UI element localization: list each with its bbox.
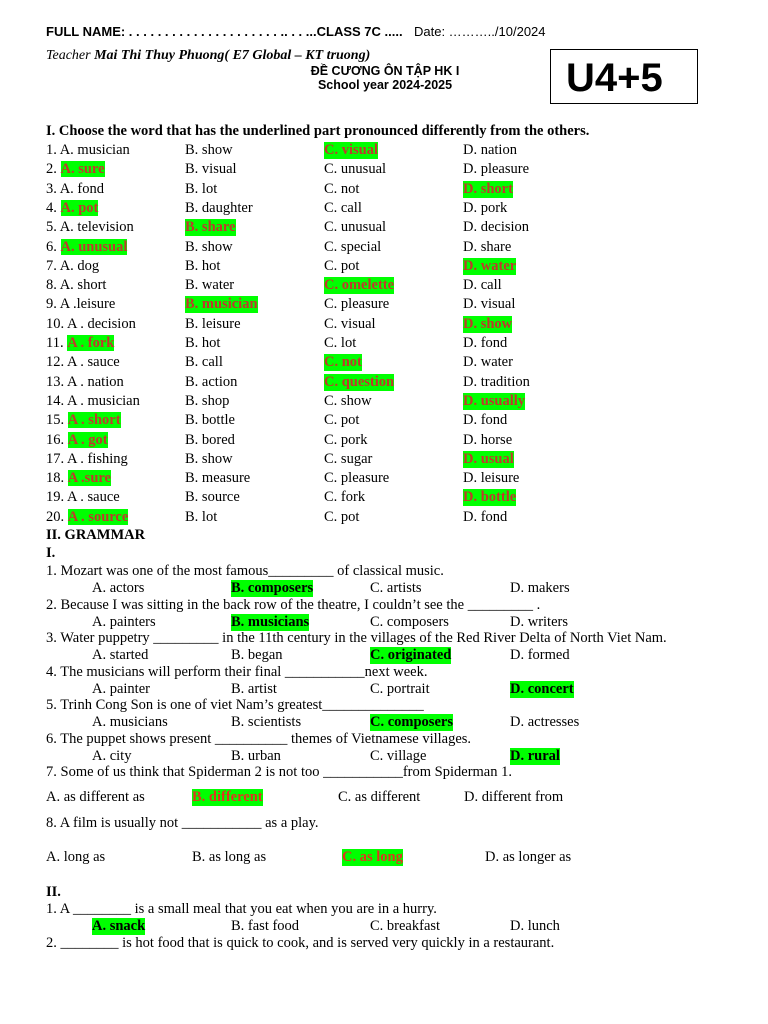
pron-q15-option-a bbox=[46, 412, 121, 429]
pron-q19-option-c: C. fork bbox=[324, 489, 366, 506]
pron-q14-option-d: D. usually bbox=[463, 392, 526, 409]
pron-q5-option-d: D. decision bbox=[463, 219, 530, 236]
pron-q4-answer: A. pot bbox=[60, 199, 99, 216]
name-class-text: FULL NAME: . . . . . . . . . . . . . . . . . . . . . .. . . ...CLASS 7C ..... bbox=[46, 24, 403, 39]
pron-q16-answer: A . got bbox=[67, 431, 108, 448]
pron-q20-option-b: B. lot bbox=[185, 508, 218, 525]
grammar-q5-text: 5. Trinh Cong Son is one of viet Nam’s greatest______________ bbox=[46, 697, 424, 713]
q9-option-b: B. fast food bbox=[231, 918, 300, 934]
grammar-q1-option-a: A. actors bbox=[92, 580, 145, 596]
q10-text: 2. ________ is hot food that is quick to cook, and is served very quickly in a restaurant. bbox=[46, 935, 555, 951]
grammar-q3-option-d: D. formed bbox=[510, 647, 570, 663]
grammar-q6-option-a: A. city bbox=[92, 747, 132, 764]
pron-q17-option-d: D. usual bbox=[463, 450, 514, 467]
pron-q17-option-b: B. show bbox=[185, 450, 233, 467]
pron-q1-option-a: 1. A. musician bbox=[46, 142, 130, 158]
grammar-q4-option-b: B. artist bbox=[231, 680, 277, 697]
grammar-q3-text: 3. Water puppetry _________ in the 11th century in the villages of the Red River Delta of North Viet Nam. bbox=[46, 630, 667, 646]
pron-q5-option-b: B. share bbox=[185, 219, 236, 236]
pron-q18-answer: A .sure bbox=[67, 470, 111, 487]
document-title bbox=[300, 64, 470, 92]
pron-q19-option-b: B. source bbox=[185, 489, 240, 506]
pron-q12-option-d: D. water bbox=[463, 354, 513, 371]
grammar-q2-option-d: D. writers bbox=[510, 613, 568, 630]
pron-q2-answer: A. sure bbox=[60, 161, 105, 178]
grammar-q5-option-b: B. scientists bbox=[231, 714, 302, 730]
school-year: School year 2024-2025 bbox=[317, 78, 453, 92]
pron-q16-option-c: C. pork bbox=[324, 431, 368, 448]
pron-q18-option-c: C. pleasure bbox=[324, 470, 390, 487]
pron-q13-option-a: 13. A . nation bbox=[46, 373, 124, 390]
pron-q5-option-c: C. unusual bbox=[324, 219, 387, 236]
pron-q16-option-b: B. bored bbox=[185, 431, 235, 448]
pron-q19-option-d: D. bottle bbox=[463, 489, 517, 506]
pron-q6-option-d: D. share bbox=[463, 238, 512, 255]
pron-q8-option-c: C. omelette bbox=[324, 277, 395, 294]
pron-q16-option-a bbox=[46, 432, 108, 449]
q9-option-c: C. breakfast bbox=[370, 918, 441, 934]
pron-q18-option-a bbox=[46, 470, 111, 487]
grammar-q5-option-a: A. musicians bbox=[92, 714, 168, 730]
pron-q13-option-c: C. question bbox=[324, 373, 395, 390]
pron-q7-option-a: 7. A. dog bbox=[46, 257, 100, 274]
unit-label: U4+5 bbox=[566, 56, 663, 100]
pron-q6-answer: A. unusual bbox=[60, 238, 128, 255]
grammar-q4-text: 4. The musicians will perform their final ___________next week. bbox=[46, 663, 428, 680]
pron-q17-option-c: C. sugar bbox=[324, 450, 373, 467]
pron-q3-option-b: B. lot bbox=[185, 180, 218, 197]
pron-q2-option-a bbox=[46, 161, 105, 178]
pron-q11-option-d: D. fond bbox=[463, 335, 508, 351]
pron-q18-number: 18. bbox=[46, 470, 68, 487]
pron-q6-option-c: C. special bbox=[324, 238, 382, 255]
grammar-q6-option-d: D. rural bbox=[510, 747, 560, 764]
q7-option-b: B. different bbox=[192, 789, 263, 805]
grammar-q4-option-d: D. concert bbox=[510, 680, 574, 697]
pron-q6-option-a bbox=[46, 239, 127, 256]
q7-option-a: A. as different as bbox=[46, 789, 145, 805]
pron-q2-number: 2. bbox=[46, 161, 61, 178]
pron-q19-option-a: 19. A . sauce bbox=[46, 489, 120, 506]
pron-q3-option-a: 3. A. fond bbox=[46, 180, 104, 197]
grammar-q6-option-c: C. village bbox=[370, 747, 427, 764]
pron-q13-option-d: D. tradition bbox=[463, 373, 530, 390]
grammar-q5-option-d: D. actresses bbox=[510, 714, 580, 730]
grammar-q3-option-c: C. originated bbox=[370, 647, 452, 663]
pron-q8-option-b: B. water bbox=[185, 277, 235, 294]
grammar-q4-option-a: A. painter bbox=[92, 680, 150, 697]
pron-q11-option-c: C. lot bbox=[324, 335, 357, 351]
pron-q12-option-c: C. not bbox=[324, 354, 362, 371]
pron-q16-option-d: D. horse bbox=[463, 431, 513, 448]
pron-q15-option-c: C. pot bbox=[324, 412, 360, 429]
pron-q12-option-a: 12. A . sauce bbox=[46, 354, 120, 371]
pron-q11-answer: A . fork bbox=[67, 335, 115, 351]
q9-option-d: D. lunch bbox=[510, 918, 560, 934]
pron-q20-option-d: D. fond bbox=[463, 508, 508, 525]
pron-q2-option-c: C. unusual bbox=[324, 161, 387, 178]
pron-q17-option-a: 17. A . fishing bbox=[46, 450, 128, 467]
pron-q3-option-c: C. not bbox=[324, 180, 360, 197]
pron-q9-option-d: D. visual bbox=[463, 296, 516, 313]
pron-q15-answer: A . short bbox=[67, 412, 121, 429]
pron-q10-option-b: B. leisure bbox=[185, 315, 241, 332]
pron-q9-option-b: B. musician bbox=[185, 296, 258, 313]
pron-q1-option-d: D. nation bbox=[463, 142, 517, 158]
grammar-q3-option-b: B. began bbox=[231, 647, 283, 663]
q9-text: 1. A ________ is a small meal that you eat when you are in a hurry. bbox=[46, 901, 437, 917]
pron-q6-number: 6. bbox=[46, 238, 61, 255]
pron-q20-option-a bbox=[46, 509, 128, 526]
pron-q13-option-b: B. action bbox=[185, 373, 238, 390]
pron-q14-option-c: C. show bbox=[324, 392, 372, 409]
pron-q15-number: 15. bbox=[46, 412, 68, 429]
section2-sub2: II. bbox=[46, 884, 61, 900]
pron-q7-option-b: B. hot bbox=[185, 257, 221, 274]
grammar-q2-option-b: B. musicians bbox=[231, 613, 310, 630]
date-line: Date: ………../10/2024 bbox=[414, 24, 546, 39]
pron-q2-option-d: D. pleasure bbox=[463, 161, 530, 178]
q7-text: 7. Some of us think that Spiderman 2 is not too ___________from Spiderman 1. bbox=[46, 764, 512, 780]
q9-option-a: A. snack bbox=[92, 918, 146, 934]
pron-q9-option-c: C. pleasure bbox=[324, 296, 390, 313]
grammar-q3-option-a: A. started bbox=[92, 647, 149, 663]
q8-option-c: C. as long bbox=[342, 849, 403, 865]
pron-q2-option-b: B. visual bbox=[185, 161, 237, 178]
section2-sub1: I. bbox=[46, 545, 56, 561]
pron-q10-option-a: 10. A . decision bbox=[46, 315, 136, 332]
doc-title-text: ĐỀ CƯƠNG ÔN TẬP HK I bbox=[310, 64, 460, 78]
pron-q8-option-a: 8. A. short bbox=[46, 277, 107, 294]
q7-option-c: C. as different bbox=[338, 789, 421, 805]
pron-q18-option-b: B. measure bbox=[185, 470, 251, 487]
pron-q12-option-b: B. call bbox=[185, 354, 223, 371]
pron-q16-number: 16. bbox=[46, 431, 68, 448]
section1-title: I. Choose the word that has the underlined part pronounced differently from the others. bbox=[46, 123, 590, 139]
pron-q15-option-d: D. fond bbox=[463, 412, 508, 429]
grammar-q4-option-c: C. portrait bbox=[370, 680, 430, 697]
pron-q1-option-c: C. visual bbox=[324, 142, 378, 158]
pron-q11-option-b: B. hot bbox=[185, 335, 221, 351]
pron-q5-option-a: 5. A. television bbox=[46, 219, 134, 236]
pron-q9-option-a: 9. A .leisure bbox=[46, 296, 116, 313]
pron-q11-number: 11. bbox=[46, 335, 68, 351]
teacher-line bbox=[46, 48, 370, 64]
teacher-name: Mai Thi Thuy Phuong( E7 Global – KT truong) bbox=[94, 48, 371, 63]
grammar-q6-text: 6. The puppet shows present __________ themes of Vietnamese villages. bbox=[46, 730, 472, 747]
pron-q20-answer: A . source bbox=[67, 508, 129, 525]
q7-option-d: D. different from bbox=[464, 789, 564, 805]
pron-q14-option-b: B. shop bbox=[185, 392, 230, 409]
grammar-q1-option-c: C. artists bbox=[370, 580, 422, 596]
pron-q6-option-b: B. show bbox=[185, 238, 233, 255]
teacher-prefix: Teacher bbox=[46, 48, 95, 63]
q8-option-b: B. as long as bbox=[192, 849, 267, 865]
pron-q10-option-d: D. show bbox=[463, 315, 513, 332]
q8-option-a: A. long as bbox=[46, 849, 106, 865]
pron-q15-option-b: B. bottle bbox=[185, 412, 235, 429]
pron-q7-option-d: D. water bbox=[463, 257, 517, 274]
pron-q4-number: 4. bbox=[46, 199, 61, 216]
pron-q10-option-c: C. visual bbox=[324, 315, 376, 332]
grammar-q1-option-b: B. composers bbox=[231, 580, 314, 596]
pron-q3-option-d: D. short bbox=[463, 180, 513, 197]
pron-q4-option-d: D. pork bbox=[463, 199, 508, 216]
pron-q20-number: 20. bbox=[46, 508, 68, 525]
pron-q14-option-a: 14. A . musician bbox=[46, 392, 140, 409]
q8-text: 8. A film is usually not ___________ as a play. bbox=[46, 815, 319, 831]
pron-q4-option-a bbox=[46, 200, 98, 217]
grammar-q5-option-c: C. composers bbox=[370, 714, 453, 730]
q8-option-d: D. as longer as bbox=[485, 849, 572, 865]
pron-q18-option-d: D. leisure bbox=[463, 470, 520, 487]
pron-q11-option-a bbox=[46, 335, 114, 352]
grammar-q6-option-b: B. urban bbox=[231, 747, 281, 764]
grammar-q2-text: 2. Because I was sitting in the back row of the theatre, I couldn’t see the _________ . bbox=[46, 596, 541, 613]
pron-q7-option-c: C. pot bbox=[324, 257, 360, 274]
pron-q8-option-d: D. call bbox=[463, 277, 502, 294]
grammar-q2-option-c: C. composers bbox=[370, 613, 449, 630]
name-class-line bbox=[46, 24, 403, 39]
pron-q20-option-c: C. pot bbox=[324, 508, 360, 525]
pron-q1-option-b: B. show bbox=[185, 142, 233, 158]
pron-q4-option-c: C. call bbox=[324, 199, 362, 216]
grammar-q1-option-d: D. makers bbox=[510, 580, 570, 596]
pron-q4-option-b: B. daughter bbox=[185, 199, 253, 216]
grammar-q1-text: 1. Mozart was one of the most famous_________ of classical music. bbox=[46, 563, 444, 579]
section2-title: II. GRAMMAR bbox=[46, 527, 146, 543]
grammar-q2-option-a: A. painters bbox=[92, 613, 156, 630]
